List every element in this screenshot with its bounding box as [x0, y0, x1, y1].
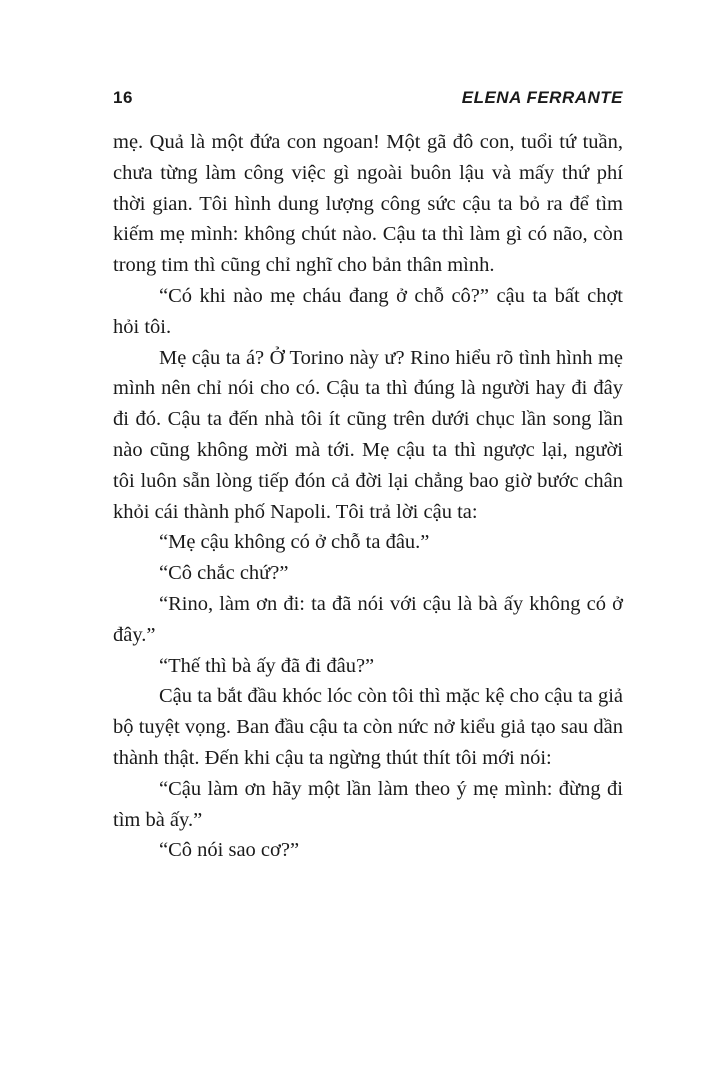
page-header [113, 88, 623, 114]
dialogue-line: “Cậu làm ơn hãy một lần làm theo ý mẹ mình: đừng đi tìm bà ấy.” [113, 777, 623, 831]
dialogue-line: “Cô chắc chứ?” [159, 562, 289, 585]
body-text [113, 127, 623, 866]
paragraph: “Có khi nào mẹ cháu đang ở chỗ cô?” cậu ta bất chợt hỏi tôi. [113, 284, 623, 338]
paragraph: Cậu ta bắt đầu khóc lóc còn tôi thì mặc kệ cho cậu ta giả bộ tuyệt vọng. Ban đầu cậu ta còn nức nở kiểu giả tạo sau dần thành thật. Đến khi cậu ta ngừng thút thít tôi mới nói: [113, 685, 623, 769]
page-number: 16 [113, 88, 133, 107]
dialogue-line: “Thế thì bà ấy đã đi đâu?” [159, 654, 375, 677]
paragraph-continued: mẹ. Quả là một đứa con ngoan! Một gã đô con, tuổi tứ tuần, chưa từng làm công việc gì ngoài buôn lậu và mấy thứ phí thời gian. Tôi hình dung lượng công sức cậu ta bỏ ra để tìm kiếm mẹ mình: không chút nào. Cậu ta thì làm gì có não, còn trong tim thì cũng chỉ nghĩ cho bản thân mình. [113, 131, 623, 277]
paragraph: Mẹ cậu ta á? Ở Torino này ư? Rino hiểu rõ tình hình mẹ mình nên chỉ nói cho có. Cậu ta thì đúng là người hay đi đây đi đó. Cậu ta đến nhà tôi ít cũng trên dưới chục lần song lần nào cũng không mời mà tới. Mẹ cậu ta thì ngược lại, người tôi luôn sẵn lòng tiếp đón cả đời lại chẳng bao giờ bước chân khỏi cái thành phố Napoli. Tôi trả lời cậu ta: [113, 346, 623, 523]
running-head-author: ELENA FERRANTE [461, 88, 623, 107]
dialogue-line: “Cô nói sao cơ?” [159, 839, 300, 862]
dialogue-line: “Mẹ cậu không có ở chỗ ta đâu.” [159, 531, 430, 554]
dialogue-line: “Rino, làm ơn đi: ta đã nói với cậu là bà ấy không có ở đây.” [113, 592, 623, 646]
